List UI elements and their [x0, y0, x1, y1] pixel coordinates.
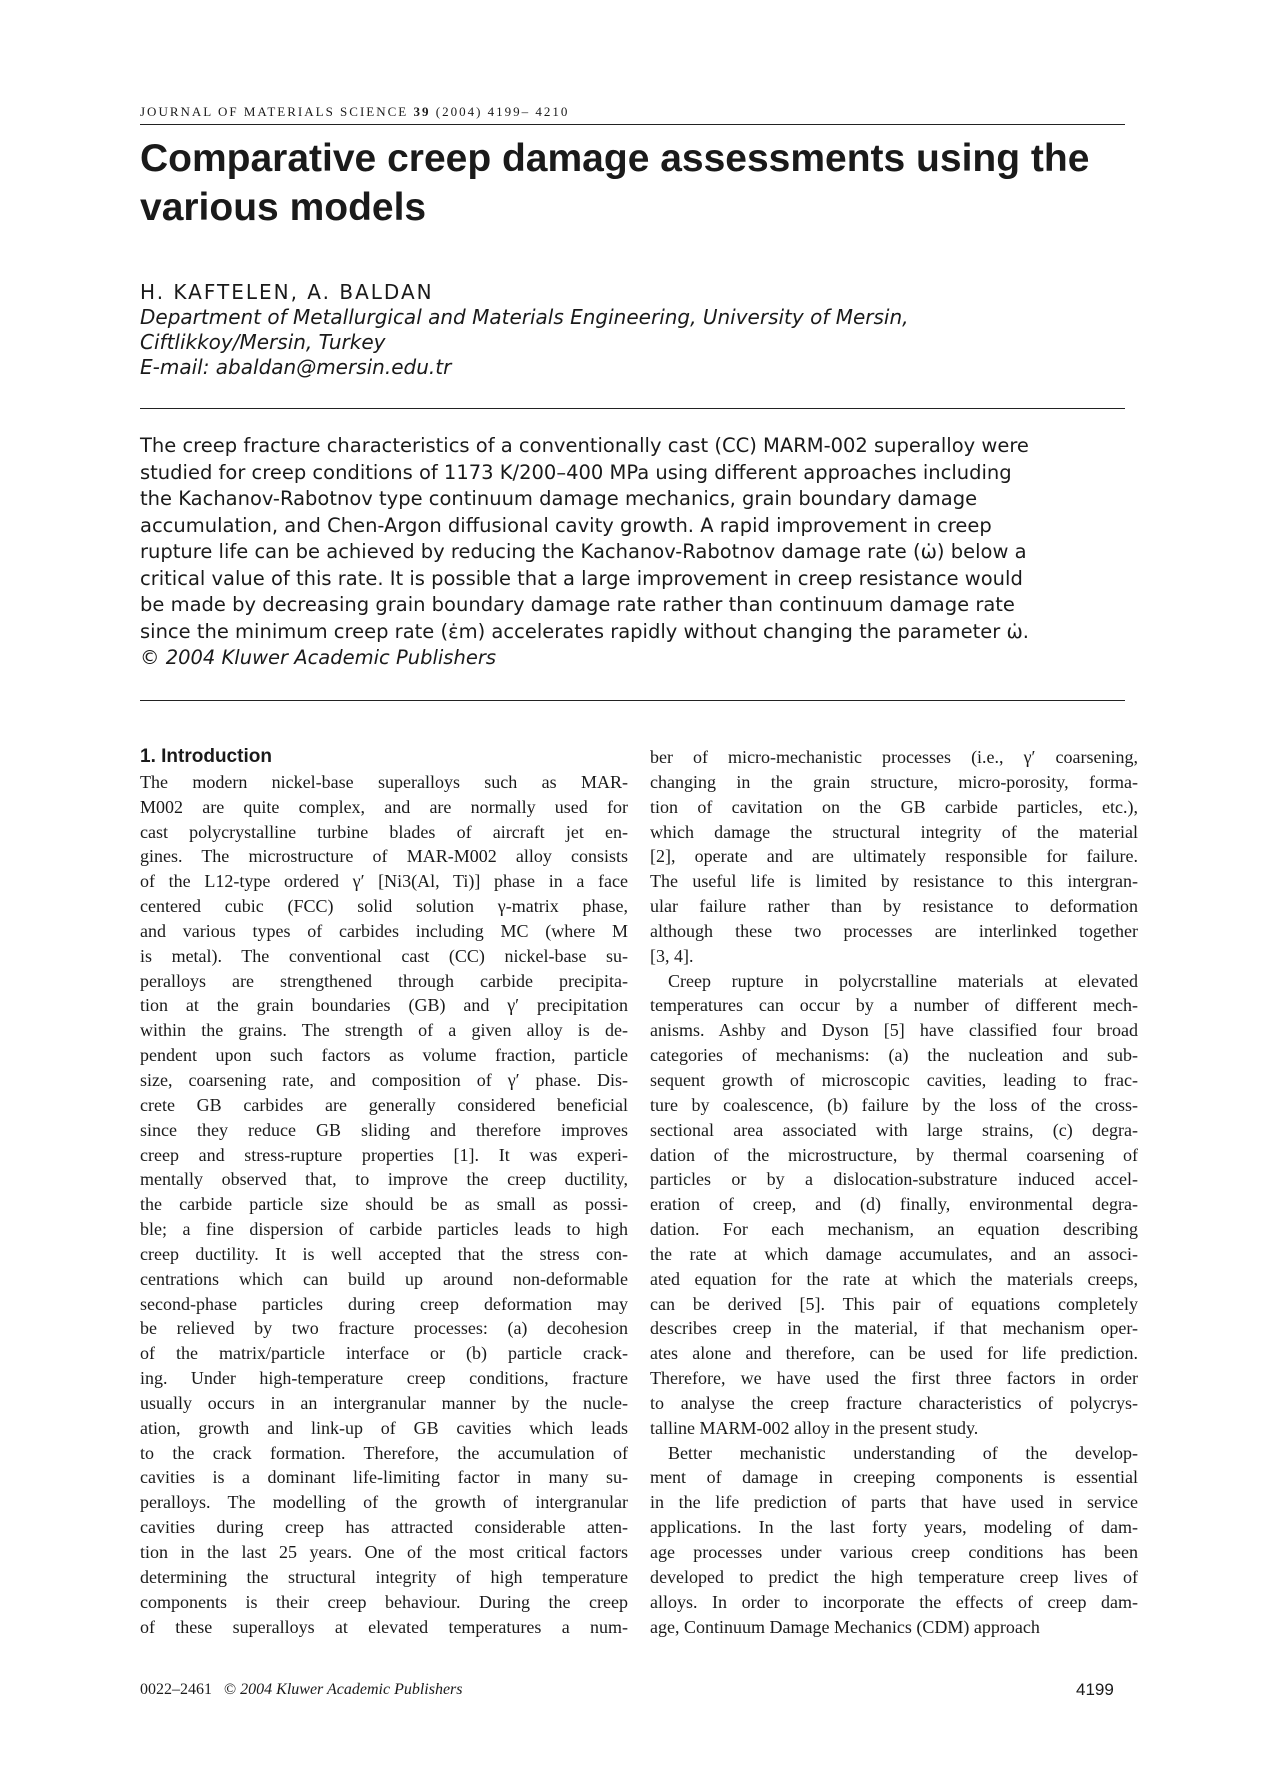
- text-line: components is their creep behaviour. During the creep: [140, 1591, 628, 1612]
- text-line: is metal). The conventional cast (CC) nickel-base su-: [140, 945, 628, 966]
- text-line: centered cubic (FCC) solid solution γ-matrix phase,: [140, 896, 628, 917]
- text-line: can be derived [5]. This pair of equations completely: [650, 1293, 1138, 1314]
- issn: 0022–2461: [140, 1681, 212, 1698]
- text-line: to analyse the creep fracture characteristics of polycrys-: [650, 1392, 1138, 1413]
- abstract: [140, 433, 1130, 672]
- text-line: describes creep in the material, if that mechanism oper-: [650, 1318, 1138, 1339]
- text-line: particles or by a dislocation-substrature induced accel-: [650, 1169, 1138, 1190]
- text-line: changing in the grain structure, micro-porosity, forma-: [650, 771, 1138, 792]
- abstract-line: the Kachanov-Rabotnov type continuum damage mechanics, grain boundary damage: [140, 487, 978, 510]
- text-line: be relieved by two fracture processes: (a) decohesion: [140, 1318, 628, 1339]
- text-line: and various types of carbides including MC (where M: [140, 920, 628, 941]
- text-line: dation. For each mechanism, an equation describing: [650, 1219, 1138, 1240]
- text-line: tion at the grain boundaries (GB) and γ′ precipitation: [140, 995, 628, 1016]
- text-line: peralloys are strengthened through carbide precipita-: [140, 970, 628, 991]
- text-line: pendent upon such factors as volume fraction, particle: [140, 1045, 628, 1066]
- text-line: tion of cavitation on the GB carbide particles, etc.),: [650, 796, 1138, 817]
- text-line: [3, 4].: [650, 945, 694, 966]
- footer-left: [140, 1681, 463, 1699]
- email-line: E-mail: abaldan@mersin.edu.tr: [140, 355, 452, 379]
- text-line: The modern nickel-base superalloys such as MAR-: [140, 771, 628, 792]
- text-line: centrations which can build up around non-deformable: [140, 1268, 628, 1289]
- text-line: usually occurs in an intergranular manner by the nucle-: [140, 1392, 628, 1413]
- left-column: [140, 745, 628, 1639]
- page-number: 4199: [1076, 1680, 1114, 1699]
- text-line: to the crack formation. Therefore, the accumulation of: [140, 1442, 628, 1463]
- text-line: developed to predict the high temperature creep lives of: [650, 1566, 1138, 1587]
- text-line: peralloys. The modelling of the growth of intergranular: [140, 1492, 628, 1513]
- abstract-line: since the minimum creep rate (ε̇m) accelerates rapidly without changing the parameter ω̇.: [140, 619, 1029, 643]
- abstract-line: accumulation, and Chen-Argon diffusional cavity growth. A rapid improvement in creep: [140, 513, 992, 537]
- abstract-bottom-rule: [140, 700, 1125, 701]
- text-line: tion in the last 25 years. One of the most critical factors: [140, 1542, 628, 1562]
- text-line: ing. Under high-temperature creep conditions, fracture: [140, 1368, 628, 1389]
- text-line: eration of creep, and (d) finally, environmental degra-: [650, 1194, 1138, 1215]
- text-line: categories of mechanisms: (a) the nucleation and sub-: [650, 1045, 1138, 1066]
- text-line: ment of damage in creeping components is essential: [650, 1467, 1138, 1488]
- journal-name: JOURNAL OF MATERIALS SCIENCE: [140, 104, 409, 119]
- text-line: the rate at which damage accumulates, and an associ-: [650, 1243, 1138, 1264]
- text-line: temperatures can occur by a number of different mech-: [650, 995, 1138, 1016]
- affiliation: [140, 305, 1125, 380]
- abstract-line: be made by decreasing grain boundary damage rate rather than continuum damage rate: [140, 593, 1015, 616]
- text-line: in the life prediction of parts that have used in service: [650, 1492, 1138, 1513]
- abstract-copyright: © 2004 Kluwer Academic Publishers: [140, 646, 496, 669]
- text-line: Creep rupture in polycrstalline materials at elevated: [668, 970, 1138, 991]
- text-line: the carbide particle size should be as small as possi-: [140, 1194, 628, 1215]
- section-heading: 1. Introduction: [140, 746, 272, 767]
- text-line: gines. The microstructure of MAR-M002 alloy consists: [140, 846, 628, 867]
- text-line: within the grains. The strength of a given alloy is de-: [140, 1020, 628, 1041]
- text-line: of these superalloys at elevated temperatures a num-: [140, 1616, 628, 1637]
- text-line: crete GB carbides are generally considered beneficial: [140, 1094, 628, 1115]
- text-line: age, Continuum Damage Mechanics (CDM) approach: [650, 1616, 1040, 1637]
- text-line: dation of the microstructure, by thermal coarsening of: [650, 1144, 1138, 1165]
- paper-title: Comparative creep damage assessments using the various models: [140, 137, 1090, 229]
- text-line: cast polycrystalline turbine blades of aircraft jet en-: [140, 821, 628, 842]
- text-line: M002 are quite complex, and are normally used for: [140, 796, 628, 817]
- text-line: ber of micro-mechanistic processes (i.e., γ′ coarsening,: [650, 747, 1138, 767]
- text-line: of the matrix/particle interface or (b) particle crack-: [140, 1343, 628, 1364]
- text-line: although these two processes are interlinked together: [650, 920, 1138, 941]
- abstract-line: rupture life can be achieved by reducing the Kachanov-Rabotnov damage rate (ω̇) below a: [140, 540, 1027, 563]
- text-line: sequent growth of microscopic cavities, leading to frac-: [650, 1069, 1138, 1090]
- authors: H. KAFTELEN, A. BALDAN: [140, 280, 434, 304]
- text-line: determining the structural integrity of high temperature: [140, 1566, 628, 1587]
- text-line: applications. In the last forty years, modeling of dam-: [650, 1517, 1138, 1538]
- text-line: since they reduce GB sliding and therefore improves: [140, 1119, 628, 1140]
- text-line: creep and stress-rupture properties [1]. It was experi-: [140, 1144, 628, 1165]
- running-head: [140, 104, 1125, 125]
- text-line: mentally observed that, to improve the creep ductility,: [140, 1169, 628, 1190]
- text-line: ture by coalescence, (b) failure by the loss of the cross-: [650, 1094, 1138, 1115]
- text-line: which damage the structural integrity of the material: [650, 821, 1138, 842]
- text-line: [2], operate and are ultimately responsible for failure.: [650, 846, 1138, 867]
- text-line: size, coarsening rate, and composition of γ′ phase. Dis-: [140, 1069, 628, 1090]
- text-line: creep ductility. It is well accepted that the stress con-: [140, 1243, 628, 1264]
- right-column: [650, 745, 1138, 1639]
- copyright-symbol: ©: [224, 1681, 237, 1698]
- text-line: ates alone and therefore, can be used for life prediction.: [650, 1343, 1138, 1364]
- text-line: ation, growth and link-up of GB cavities which leads: [140, 1417, 628, 1438]
- abstract-line: studied for creep conditions of 1173 K/200–400 MPa using different approaches including: [140, 460, 1012, 484]
- text-line: second-phase particles during creep deformation may: [140, 1293, 628, 1314]
- abstract-line: critical value of this rate. It is possible that a large improvement in creep resistance would: [140, 566, 1023, 590]
- text-line: Better mechanistic understanding of the develop-: [668, 1442, 1138, 1463]
- affiliation-line: Department of Metallurgical and Materials Engineering, University of Mersin,: [140, 305, 909, 329]
- text-line: anisms. Ashby and Dyson [5] have classified four broad: [650, 1020, 1138, 1041]
- text-line: talline MARM-002 alloy in the present study.: [650, 1417, 979, 1438]
- text-line: ble; a fine dispersion of carbide particles leads to high: [140, 1219, 628, 1240]
- text-line: sectional area associated with large strains, (c) degra-: [650, 1119, 1138, 1140]
- footer-publisher: 2004 Kluwer Academic Publishers: [240, 1681, 463, 1698]
- text-line: cavities during creep has attracted considerable atten-: [140, 1517, 628, 1538]
- text-line: ular failure rather than by resistance to deformation: [650, 896, 1138, 917]
- abstract-top-rule: [140, 408, 1125, 409]
- affiliation-line: Ciftlikkoy/Mersin, Turkey: [140, 330, 386, 354]
- text-line: Therefore, we have used the first three factors in order: [650, 1368, 1138, 1389]
- text-line: cavities is a dominant life-limiting factor in many su-: [140, 1467, 628, 1488]
- abstract-line: The creep fracture characteristics of a conventionally cast (CC) MARM-002 superalloy were: [140, 434, 1029, 457]
- text-line: ated equation for the rate at which the materials creeps,: [650, 1268, 1138, 1289]
- text-line: alloys. In order to incorporate the effects of creep dam-: [650, 1591, 1138, 1612]
- journal-year-pages: (2004) 4199– 4210: [435, 104, 570, 119]
- text-line: The useful life is limited by resistance to this intergran-: [650, 871, 1138, 892]
- text-line: age processes under various creep conditions has been: [650, 1542, 1138, 1562]
- text-line: of the L12-type ordered γ′ [Ni3(Al, Ti)] phase in a face: [140, 871, 628, 892]
- journal-volume: 39: [413, 104, 431, 119]
